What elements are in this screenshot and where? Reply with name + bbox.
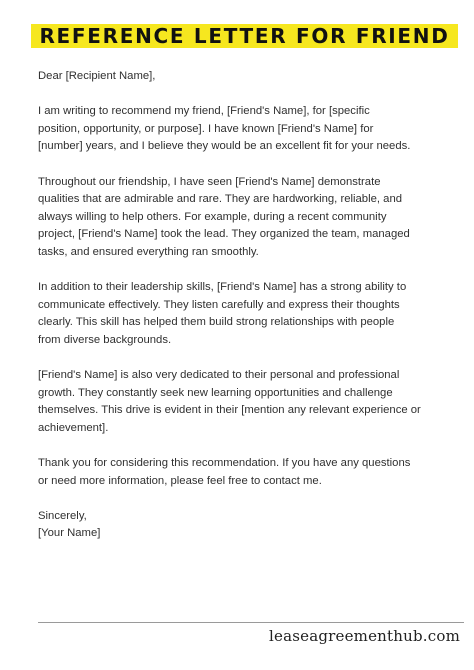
footer-divider: [38, 622, 464, 623]
paragraph-line: communicate effectively. They listen carefully and express their thoughts: [38, 298, 400, 311]
signature-name: [Your Name]: [38, 527, 101, 540]
paragraph-line: Thank you for considering this recommendation. If you have any questions: [38, 457, 411, 470]
paragraph-line: position, opportunity, or purpose]. I have known [Friend's Name] for: [38, 122, 374, 135]
paragraph-thanks: [38, 455, 458, 490]
letter-body: [38, 68, 458, 561]
paragraph-line: achievement].: [38, 421, 109, 434]
paragraph-line: or need more information, please feel free to contact me.: [38, 474, 322, 487]
paragraph-line: [number] years, and I believe they would be an excellent fit for your needs.: [38, 140, 411, 153]
paragraph-line: from diverse backgrounds.: [38, 333, 172, 346]
paragraph-line: clearly. This skill has helped them build strong relationships with people: [38, 316, 395, 329]
paragraph-line: Throughout our friendship, I have seen [Friend's Name] demonstrate: [38, 175, 381, 188]
paragraph-line: In addition to their leadership skills, [Friend's Name] has a strong ability to: [38, 281, 407, 294]
paragraph-line: themselves. This drive is evident in their [mention any relevant experience or: [38, 404, 421, 417]
footer-website: leaseagreementhub.com: [269, 627, 460, 645]
closing-text: Sincerely,: [38, 509, 87, 522]
paragraph-line: qualities that are admirable and rare. They are hardworking, reliable, and: [38, 193, 403, 206]
closing-block: [38, 508, 458, 543]
paragraph-line: I am writing to recommend my friend, [Friend's Name], for [specific: [38, 105, 370, 118]
salutation: Dear [Recipient Name],: [38, 70, 156, 82]
paragraph-line: project, [Friend's Name] took the lead. They organized the team, managed: [38, 228, 410, 241]
page-title: REFERENCE LETTER FOR FRIEND: [39, 24, 450, 48]
paragraph-growth: [38, 367, 458, 437]
paragraph-qualities: [38, 174, 458, 262]
paragraph-introduction: [38, 103, 458, 156]
paragraph-line: [Friend's Name] is also very dedicated to their personal and professional: [38, 369, 400, 382]
paragraph-line: always willing to help others. For example, during a recent community: [38, 210, 387, 223]
paragraph-communication: [38, 279, 458, 349]
paragraph-line: tasks, and ensured everything ran smoothly.: [38, 245, 259, 258]
paragraph-line: growth. They constantly seek new learning opportunities and challenge: [38, 386, 393, 399]
